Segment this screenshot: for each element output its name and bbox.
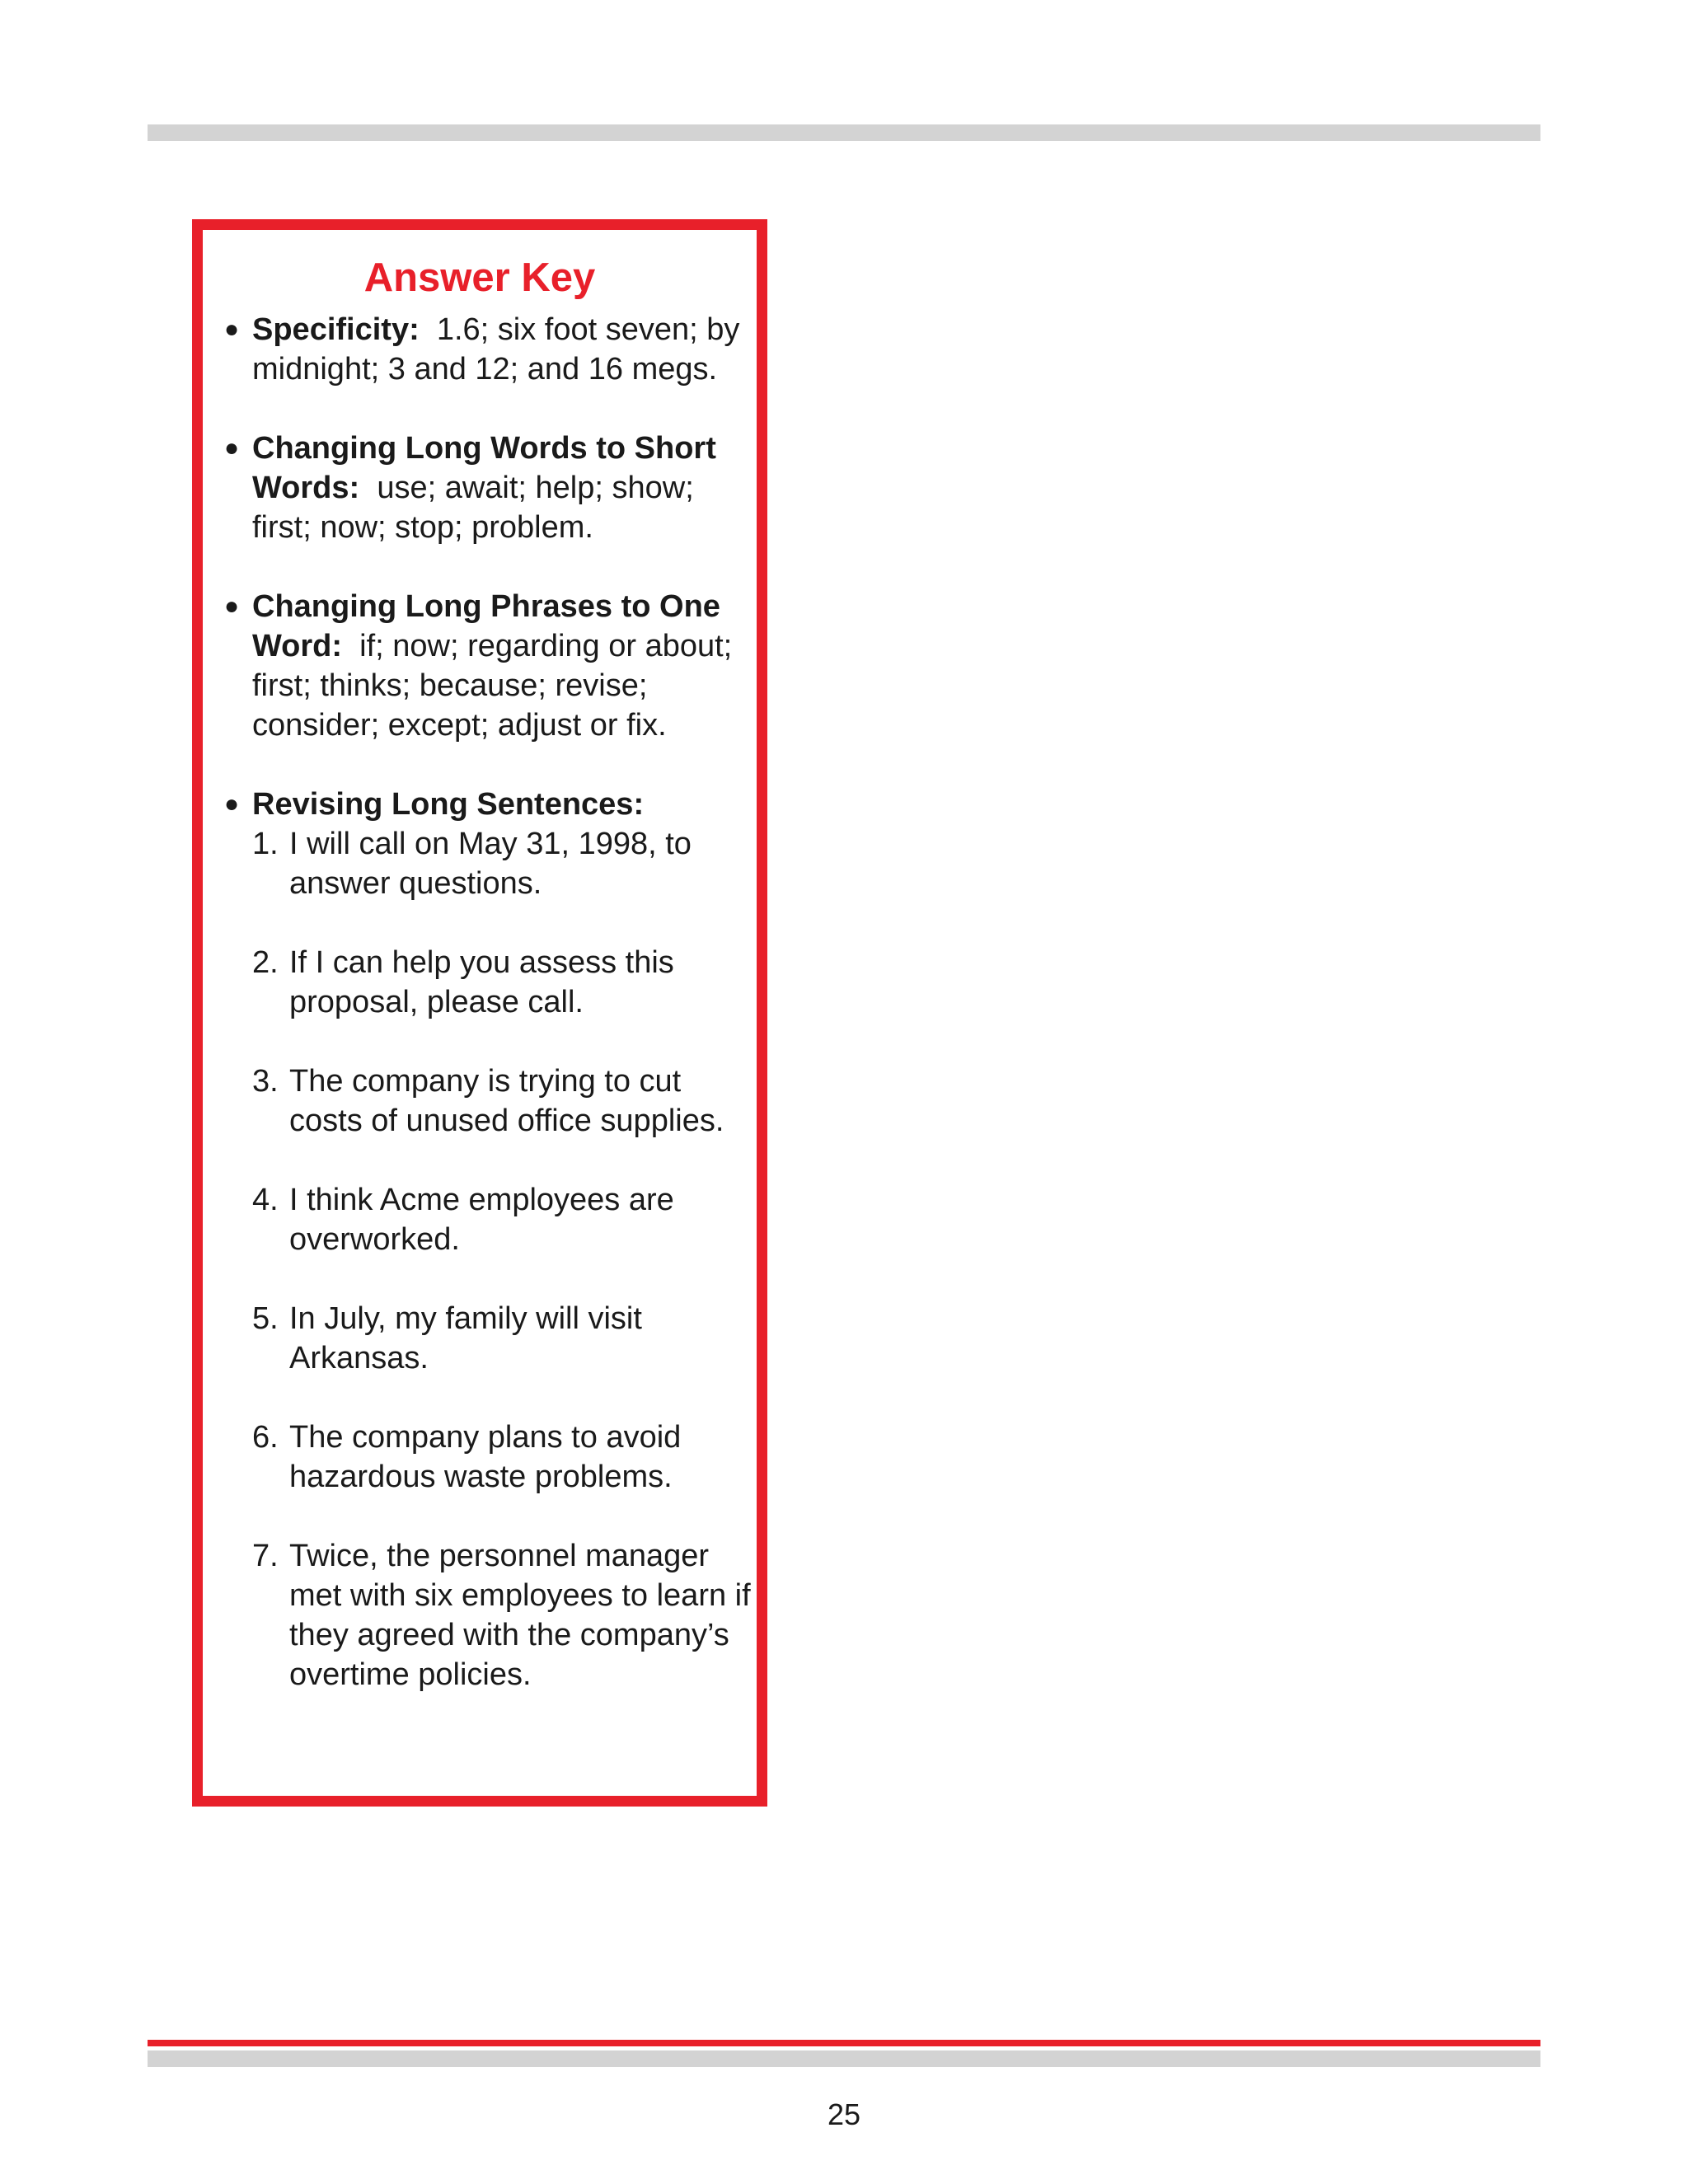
item-number: 5. (252, 1301, 279, 1336)
header-rule (148, 124, 1540, 141)
footer-red-rule (148, 2040, 1540, 2046)
bullet-icon: ● (224, 434, 240, 462)
entry-term: Changing Long Phrases to One Word: (252, 589, 720, 663)
list-item (252, 943, 752, 1022)
item-number: 6. (252, 1420, 279, 1455)
item-text: Twice, the personnel manager met with six employees to learn if they agreed with the company’s overtime policies. (289, 1539, 751, 1692)
bullet-icon: ● (224, 593, 240, 620)
item-text: In July, my family will visit Arkansas. (289, 1301, 642, 1376)
entry-term: Changing Long Words to Short Words: (252, 431, 716, 505)
page-number: 25 (827, 2097, 861, 2131)
list-item (252, 1062, 752, 1141)
bullet-icon: ● (224, 790, 240, 818)
item-text: The company plans to avoid hazardous waste problems. (289, 1420, 682, 1494)
item-number: 4. (252, 1183, 279, 1217)
entry-term: Revising Long Sentences: (252, 787, 645, 822)
list-item (252, 1180, 752, 1259)
list-item (252, 1299, 752, 1378)
item-text: If I can help you assess this proposal, please call. (289, 945, 674, 1019)
entry-long-phrases (224, 587, 752, 745)
answer-key-entries (224, 310, 752, 1734)
item-number: 1. (252, 827, 279, 861)
item-number: 2. (252, 945, 279, 980)
item-text: I will call on May 31, 1998, to answer questions. (289, 827, 692, 901)
answer-key-box (192, 219, 767, 1807)
footer-gray-rule (148, 2050, 1540, 2067)
entry-text (252, 587, 752, 745)
entry-revising-sentences (224, 785, 752, 1694)
entry-specificity (224, 310, 752, 389)
item-number: 3. (252, 1064, 279, 1099)
entry-answer: if; now; regarding or about; first; thinks; because; revise; consider; except; adjust or fix. (252, 629, 733, 743)
entry-term: Specificity: (252, 312, 420, 347)
entry-answer: 1.6; six foot seven; by midnight; 3 and 12; and 16 megs. (252, 312, 740, 387)
item-text: The company is trying to cut costs of unused office supplies. (289, 1064, 724, 1138)
answer-key-title: Answer Key (363, 255, 596, 300)
entry-text (252, 429, 752, 547)
entry-long-words (224, 429, 752, 547)
entry-text (252, 310, 752, 389)
item-text: I think Acme employees are overworked. (289, 1183, 674, 1257)
list-item (252, 1536, 752, 1694)
item-number: 7. (252, 1539, 279, 1573)
list-item (252, 1418, 752, 1497)
revised-sentence-list (252, 824, 752, 1694)
list-item (252, 824, 752, 903)
bullet-icon: ● (224, 316, 240, 343)
entry-answer: use; await; help; show; first; now; stop; problem. (252, 471, 694, 545)
entry-text (252, 785, 752, 824)
